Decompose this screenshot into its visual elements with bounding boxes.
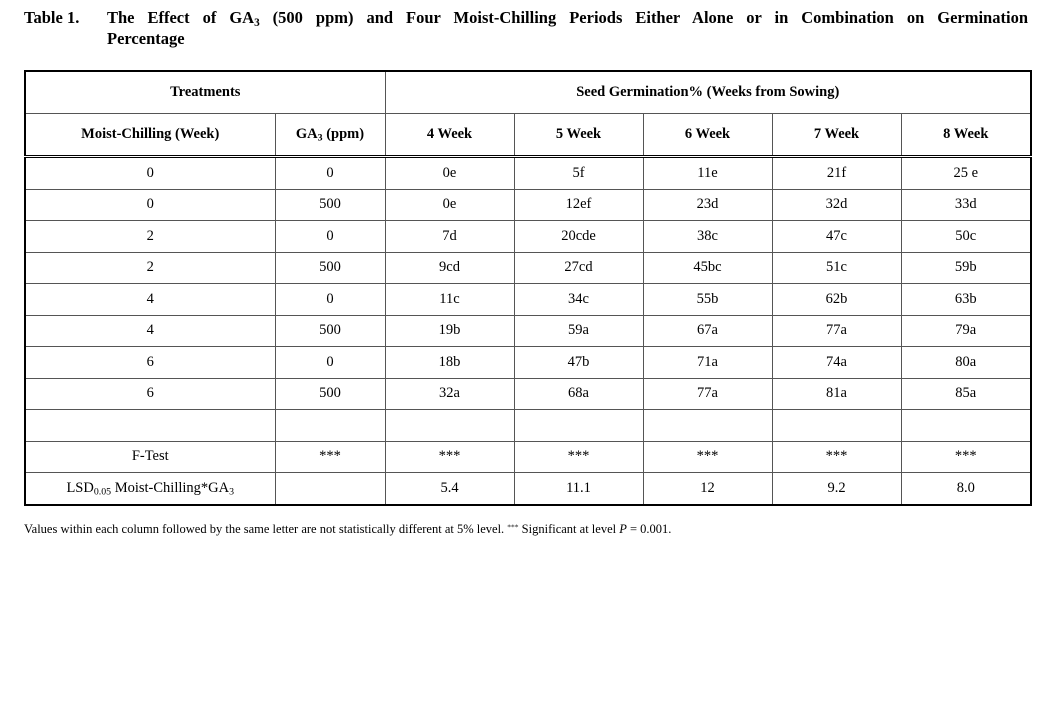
- table-cell: 47c: [772, 221, 901, 253]
- table-cell: 23d: [643, 189, 772, 221]
- table-cell: 32a: [385, 378, 514, 410]
- table-cell: 67a: [643, 315, 772, 347]
- table-row: [25, 189, 1031, 221]
- caption-label: Table 1.: [24, 8, 80, 27]
- ftest-label: F-Test: [25, 441, 275, 473]
- table-cell: 62b: [772, 284, 901, 316]
- table-cell: 500: [275, 315, 385, 347]
- table-cell: 4: [25, 315, 275, 347]
- table-cell: 11c: [385, 284, 514, 316]
- table-cell: 5f: [514, 157, 643, 190]
- lsd-cell: 9.2: [772, 473, 901, 505]
- table-cell: 25 e: [901, 157, 1031, 190]
- ftest-cell: ***: [772, 441, 901, 473]
- table-cell: 2: [25, 221, 275, 253]
- table-cell: 85a: [901, 378, 1031, 410]
- table-cell: 0: [25, 189, 275, 221]
- week-5-header: 5 Week: [514, 114, 643, 157]
- table-cell: 77a: [772, 315, 901, 347]
- germination-header: Seed Germination% (Weeks from Sowing): [385, 71, 1031, 114]
- table-cell: 27cd: [514, 252, 643, 284]
- table-cell: 18b: [385, 347, 514, 379]
- table-row: [25, 284, 1031, 316]
- table-row: [25, 315, 1031, 347]
- lsd-cell: 5.4: [385, 473, 514, 505]
- table-row: [25, 157, 1031, 190]
- table-cell: 0e: [385, 189, 514, 221]
- ftest-cell: ***: [901, 441, 1031, 473]
- table-cell: 19b: [385, 315, 514, 347]
- lsd-cell: 11.1: [514, 473, 643, 505]
- germination-table: [24, 70, 1032, 506]
- table-cell: 0: [275, 221, 385, 253]
- spacer-row: [25, 410, 1031, 442]
- table-row: [25, 252, 1031, 284]
- ga-header: $GA_3$ (ppm): [275, 114, 385, 157]
- table-cell: 74a: [772, 347, 901, 379]
- header-row-group: [25, 71, 1031, 114]
- lsd-label: $LSD_{0.05}$ Moist-$Chilling*GA_3$: [25, 473, 275, 505]
- table-cell: 47b: [514, 347, 643, 379]
- table-cell: 20cde: [514, 221, 643, 253]
- table-cell: 32d: [772, 189, 901, 221]
- ftest-cell: ***: [275, 441, 385, 473]
- ftest-row: [25, 441, 1031, 473]
- lsd-row: [25, 473, 1031, 505]
- table-cell: 500: [275, 378, 385, 410]
- table-cell: 0: [275, 347, 385, 379]
- table-cell: 0e: [385, 157, 514, 190]
- caption-title: The Effect of $GA_3$ (500 ppm) and Four Moist-Chilling Periods Either Alone or in Combination on Germination Percentage: [107, 8, 1028, 48]
- table-cell: 59a: [514, 315, 643, 347]
- table-cell: 11e: [643, 157, 772, 190]
- lsd-cell: 12: [643, 473, 772, 505]
- table-cell: 4: [25, 284, 275, 316]
- table-cell: 0: [25, 157, 275, 190]
- ftest-cell: ***: [643, 441, 772, 473]
- table-cell: 34c: [514, 284, 643, 316]
- header-row-columns: [25, 114, 1031, 157]
- table-cell: 500: [275, 252, 385, 284]
- table-cell: 50c: [901, 221, 1031, 253]
- table-cell: 63b: [901, 284, 1031, 316]
- table-cell: 77a: [643, 378, 772, 410]
- table-cell: 80a: [901, 347, 1031, 379]
- table-cell: 0: [275, 157, 385, 190]
- table-footnote: Values within each column followed by the same letter are not statistically different at 5% level. *** Significant at level P = 0.001.: [24, 522, 672, 536]
- table-row: [25, 378, 1031, 410]
- treatments-header: Treatments: [25, 71, 385, 114]
- table-caption: [24, 7, 1028, 49]
- table-cell: 12ef: [514, 189, 643, 221]
- table-cell: 59b: [901, 252, 1031, 284]
- week-6-header: 6 Week: [643, 114, 772, 157]
- table-cell: 9cd: [385, 252, 514, 284]
- lsd-empty-cell: [275, 473, 385, 505]
- table-cell: 79a: [901, 315, 1031, 347]
- table-cell: 21f: [772, 157, 901, 190]
- week-8-header: 8 Week: [901, 114, 1031, 157]
- table-cell: 2: [25, 252, 275, 284]
- table-cell: 6: [25, 347, 275, 379]
- table-cell: 6: [25, 378, 275, 410]
- ftest-cell: ***: [514, 441, 643, 473]
- table-row: [25, 347, 1031, 379]
- table-cell: 7d: [385, 221, 514, 253]
- week-4-header: 4 Week: [385, 114, 514, 157]
- table-cell: 500: [275, 189, 385, 221]
- table-cell: 81a: [772, 378, 901, 410]
- table-cell: 55b: [643, 284, 772, 316]
- ftest-cell: ***: [385, 441, 514, 473]
- table-cell: 38c: [643, 221, 772, 253]
- table-cell: 71a: [643, 347, 772, 379]
- week-7-header: 7 Week: [772, 114, 901, 157]
- table-cell: 0: [275, 284, 385, 316]
- table-cell: 68a: [514, 378, 643, 410]
- table-row: [25, 221, 1031, 253]
- moist-chilling-header: Moist-Chilling (Week): [25, 114, 275, 157]
- table-cell: 51c: [772, 252, 901, 284]
- table-cell: 45bc: [643, 252, 772, 284]
- table-cell: 33d: [901, 189, 1031, 221]
- lsd-cell: 8.0: [901, 473, 1031, 505]
